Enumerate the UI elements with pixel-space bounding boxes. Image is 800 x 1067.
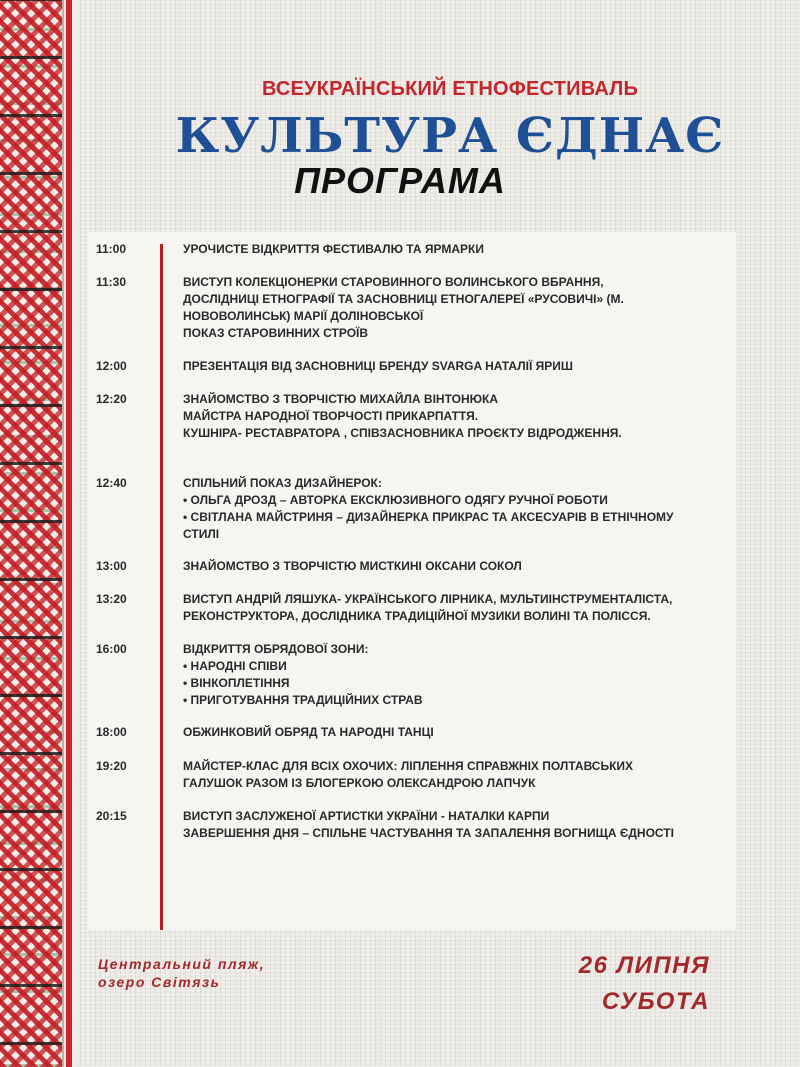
schedule-description [183, 808, 731, 842]
schedule-line: ПОКАЗ СТАРОВИННИХ СТРОЇВ [183, 326, 369, 340]
schedule-line: • ОЛЬГА ДРОЗД – АВТОРКА ЕКСКЛЮЗИВНОГО ОДЯГУ РУЧНОЇ РОБОТИ [183, 493, 608, 507]
schedule-line: УРОЧИСТЕ ВІДКРИТТЯ ФЕСТИВАЛЮ ТА ЯРМАРКИ [183, 242, 484, 256]
schedule-time: 12:40 [96, 476, 127, 490]
schedule-line: МАЙСТЕР-КЛАС ДЛЯ ВСІХ ОХОЧИХ: ЛІПЛЕННЯ СПРАВЖНІХ ПОЛТАВСЬКИХ [183, 759, 634, 773]
schedule-time: 12:20 [96, 392, 127, 406]
schedule-line: СТИЛІ [183, 527, 220, 541]
schedule-description [183, 558, 731, 575]
stripe-gap [72, 0, 76, 1067]
schedule-time: 16:00 [96, 642, 127, 656]
schedule-time: 20:15 [96, 809, 127, 823]
schedule-line: ВИСТУП АНДРІЙ ЛЯШУКА- УКРАЇНСЬКОГО ЛІРНИКА, МУЛЬТИІНСТРУМЕНТАЛІСТА, [183, 592, 673, 606]
schedule-line: • ВІНКОПЛЕТІННЯ [183, 676, 290, 690]
schedule-divider [160, 244, 163, 930]
schedule-time: 18:00 [96, 725, 127, 739]
schedule-line: • НАРОДНІ СПІВИ [183, 659, 287, 673]
location-line-2: озеро Світязь [98, 974, 221, 990]
schedule-time: 11:00 [96, 242, 127, 256]
schedule-description [183, 758, 731, 792]
embroidery-border [0, 0, 62, 1067]
schedule-line: РЕКОНСТРУКТОРА, ДОСЛІДНИКА ТРАДИЦІЙНОЇ МУЗИКИ ВОЛИНІ ТА ПОЛІССЯ. [183, 609, 651, 623]
schedule-description [183, 591, 731, 625]
schedule-description [183, 641, 731, 709]
schedule-line: ГАЛУШОК РАЗОМ ІЗ БЛОГЕРКОЮ ОЛЕКСАНДРОЮ ЛАПЧУК [183, 776, 536, 790]
schedule-time: 13:00 [96, 559, 127, 573]
schedule-time: 12:00 [96, 359, 127, 373]
schedule-line: МАЙСТРА НАРОДНОЇ ТВОРЧОСТІ ПРИКАРПАТТЯ. [183, 409, 479, 423]
location-line-1: Центральний пляж, [98, 956, 266, 972]
schedule-description [183, 241, 731, 258]
schedule-line: ВІДКРИТТЯ ОБРЯДОВОЇ ЗОНИ: [183, 642, 369, 656]
schedule-description [183, 724, 731, 741]
schedule-line: ПРЕЗЕНТАЦІЯ ВІД ЗАСНОВНИЦІ БРЕНДУ SVARGA НАТАЛІЇ ЯРИШ [183, 359, 573, 373]
schedule-line: ВИСТУП ЗАСЛУЖЕНОЇ АРТИСТКИ УКРАЇНИ - НАТАЛКИ КАРПИ [183, 809, 550, 823]
schedule-line: СПІЛЬНИЙ ПОКАЗ ДИЗАЙНЕРОК: [183, 476, 382, 490]
schedule-line: ОБЖИНКОВИЙ ОБРЯД ТА НАРОДНІ ТАНЦІ [183, 725, 434, 739]
schedule-time: 11:30 [96, 275, 127, 289]
schedule-line: ЗАВЕРШЕННЯ ДНЯ – СПІЛЬНЕ ЧАСТУВАННЯ ТА ЗАПАЛЕННЯ ВОГНИЩА ЄДНОСТІ [183, 826, 674, 840]
schedule-description [183, 358, 731, 375]
schedule-line: ЗНАЙОМСТВО З ТВОРЧІСТЮ МИСТКИНІ ОКСАНИ СОКОЛ [183, 559, 522, 573]
schedule-description [183, 274, 731, 342]
schedule-line: ДОСЛІДНИЦІ ЕТНОГРАФІЇ ТА ЗАСНОВНИЦІ ЕТНОГАЛЕРЕЇ «РУСОВИЧІ» (М. [183, 292, 624, 306]
schedule-line: • СВІТЛАНА МАЙСТРИНЯ – ДИЗАЙНЕРКА ПРИКРАС ТА АКСЕСУАРІВ В ЕТНІЧНОМУ [183, 510, 674, 524]
schedule-line: ВИСТУП КОЛЕКЦІОНЕРКИ СТАРОВИННОГО ВОЛИНСЬКОГО ВБРАННЯ, [183, 275, 604, 289]
date-weekday: СУБОТА [601, 988, 710, 1015]
schedule-description [183, 475, 731, 543]
festival-subtitle: ВСЕУКРАЇНСЬКИЙ ЕТНОФЕСТИВАЛЬ [261, 78, 639, 100]
festival-title: КУЛЬТУРА ЄДНАЄ [175, 108, 725, 164]
program-heading: ПРОГРАМА [294, 160, 506, 201]
schedule-line: КУШНІРА- РЕСТАВРАТОРА , СПІВЗАСНОВНИКА ПРОЄКТУ ВІДРОДЖЕННЯ. [183, 426, 622, 440]
schedule-time: 19:20 [96, 759, 127, 773]
schedule-description [183, 391, 731, 442]
schedule-line: НОВОВОЛИНСЬК) МАРІЇ ДОЛІНОВСЬКОЇ [183, 309, 424, 323]
event-location [98, 955, 265, 991]
schedule-time: 13:20 [96, 592, 127, 606]
event-date [520, 948, 710, 1020]
schedule-line: • ПРИГОТУВАННЯ ТРАДИЦІЙНИХ СТРАВ [183, 693, 423, 707]
schedule-line: ЗНАЙОМСТВО З ТВОРЧІСТЮ МИХАЙЛА ВІНТОНЮКА [183, 392, 498, 406]
date-day: 26 ЛИПНЯ [578, 952, 710, 979]
